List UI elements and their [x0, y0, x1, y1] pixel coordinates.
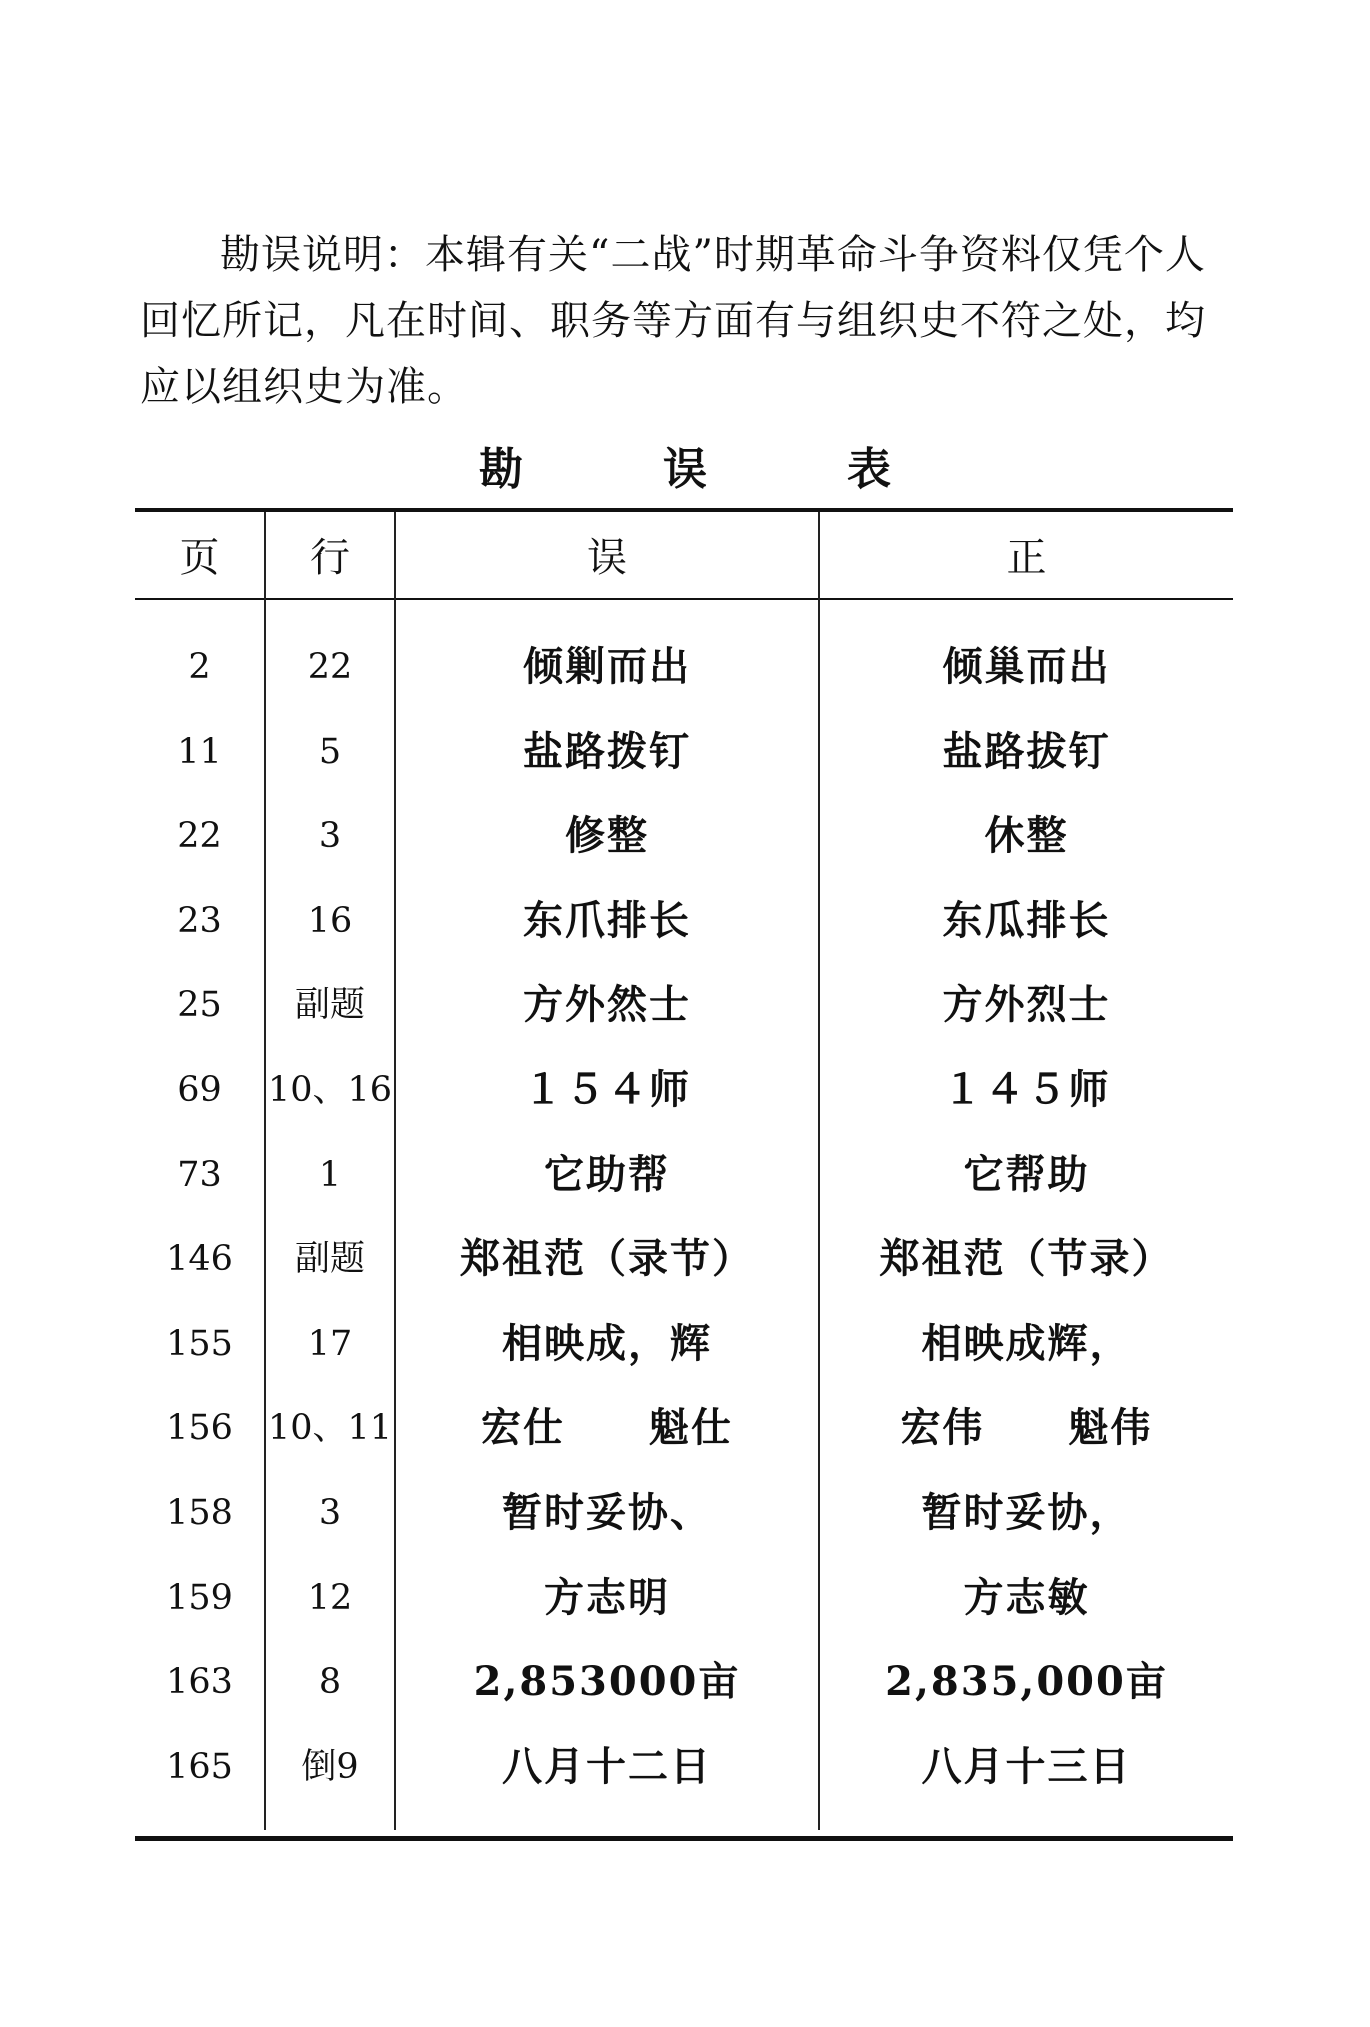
table-row [135, 1048, 1233, 1133]
table-row [135, 1386, 1233, 1471]
cell-line: 22 [307, 647, 353, 687]
cell-page: 163 [166, 1662, 233, 1703]
cell-right: 宏伟 魁伟 [900, 1404, 1153, 1452]
cell-wrong: 郑祖范（录节） [460, 1235, 754, 1283]
cell-wrong: 它助帮 [544, 1150, 670, 1198]
cell-right: １４５师 [942, 1065, 1111, 1113]
cell-right: 八月十三日 [921, 1742, 1132, 1790]
cell-wrong: 相映成，辉 [502, 1319, 712, 1367]
cell-page: 11 [177, 731, 222, 772]
cell-line: 1 [318, 1154, 342, 1195]
cell-wrong: 宏仕 魁仕 [481, 1404, 733, 1452]
cell-line: 10、11 [267, 1408, 393, 1449]
header-wrong: 误 [587, 535, 627, 581]
header-page: 页 [179, 535, 220, 581]
table-row [135, 1556, 1233, 1641]
cell-wrong: 方志明 [544, 1573, 670, 1621]
table-header-rule [135, 598, 1233, 600]
cell-page: 159 [166, 1577, 233, 1618]
table-row [135, 1133, 1233, 1218]
cell-line: 10、16 [267, 1069, 393, 1110]
cell-right: 东瓜排长 [942, 896, 1111, 944]
table-row [135, 1217, 1233, 1302]
cell-page: 2 [188, 647, 211, 687]
header-line: 行 [310, 535, 350, 581]
cell-wrong: 东爪排长 [523, 896, 691, 944]
table-row [135, 963, 1233, 1048]
cell-page: 69 [177, 1069, 222, 1110]
cell-page: 22 [177, 816, 222, 857]
table-row [135, 1640, 1233, 1725]
table-title-char: 表 [847, 444, 891, 495]
errata-note [140, 222, 1240, 420]
cell-right: 暂时妥协， [921, 1488, 1132, 1536]
cell-wrong: 八月十二日 [502, 1742, 712, 1790]
cell-right: 2,835,000亩 [885, 1658, 1168, 1706]
table-body [135, 625, 1233, 1809]
cell-line: 3 [318, 816, 342, 857]
table-row [135, 710, 1233, 795]
table-row [135, 879, 1233, 964]
cell-right: 相映成辉， [921, 1319, 1132, 1367]
cell-wrong: 2,853000亩 [473, 1658, 741, 1706]
cell-right: 倾巢而出 [942, 643, 1111, 690]
cell-right: 盐路拔钉 [942, 727, 1111, 775]
table-row [135, 625, 1233, 710]
cell-line: 3 [318, 1492, 342, 1533]
cell-page: 158 [166, 1492, 233, 1533]
cell-line: 倒9 [301, 1746, 359, 1787]
cell-line: 12 [307, 1577, 353, 1618]
cell-wrong: １５４师 [523, 1065, 691, 1113]
table-header-row [135, 520, 1233, 596]
cell-right: 它帮助 [963, 1150, 1090, 1198]
cell-page: 156 [166, 1408, 233, 1449]
cell-page: 73 [177, 1154, 222, 1195]
cell-page: 23 [177, 900, 222, 941]
cell-page: 25 [177, 985, 222, 1026]
cell-page: 146 [166, 1239, 233, 1280]
cell-wrong: 方外然士 [523, 981, 691, 1029]
cell-line: 17 [307, 1323, 353, 1364]
errata-note-text: 勘误说明：本辑有关“二战”时期革命斗争资料仅凭个人回忆所记，凡在时间、职务等方面有与组织史不符之处，均应以组织史为准。 [140, 232, 1206, 410]
cell-page: 165 [166, 1746, 233, 1787]
cell-right: 方志敏 [963, 1573, 1090, 1621]
errata-table-title [0, 440, 1370, 500]
cell-line: 5 [318, 731, 342, 772]
cell-wrong: 倾剿而出 [523, 643, 691, 690]
table-row [135, 1725, 1233, 1810]
cell-wrong: 修整 [565, 812, 649, 860]
table-row [135, 1302, 1233, 1387]
cell-line: 副题 [294, 1239, 365, 1280]
cell-line: 副题 [294, 985, 365, 1026]
header-right: 正 [1006, 535, 1047, 581]
table-top-rule [135, 508, 1233, 512]
table-title-char: 误 [663, 444, 707, 495]
table-row [135, 794, 1233, 879]
cell-right: 方外烈士 [942, 981, 1111, 1029]
cell-right: 休整 [984, 812, 1069, 860]
table-title-char: 勘 [479, 444, 523, 495]
cell-page: 155 [166, 1323, 233, 1364]
cell-wrong: 暂时妥协、 [502, 1488, 712, 1536]
cell-line: 16 [307, 900, 353, 941]
table-row [135, 1471, 1233, 1556]
cell-line: 8 [318, 1662, 342, 1703]
cell-wrong: 盐路拨钉 [523, 727, 691, 775]
table-bottom-rule [135, 1836, 1233, 1841]
cell-right: 郑祖范（节录） [879, 1235, 1174, 1283]
